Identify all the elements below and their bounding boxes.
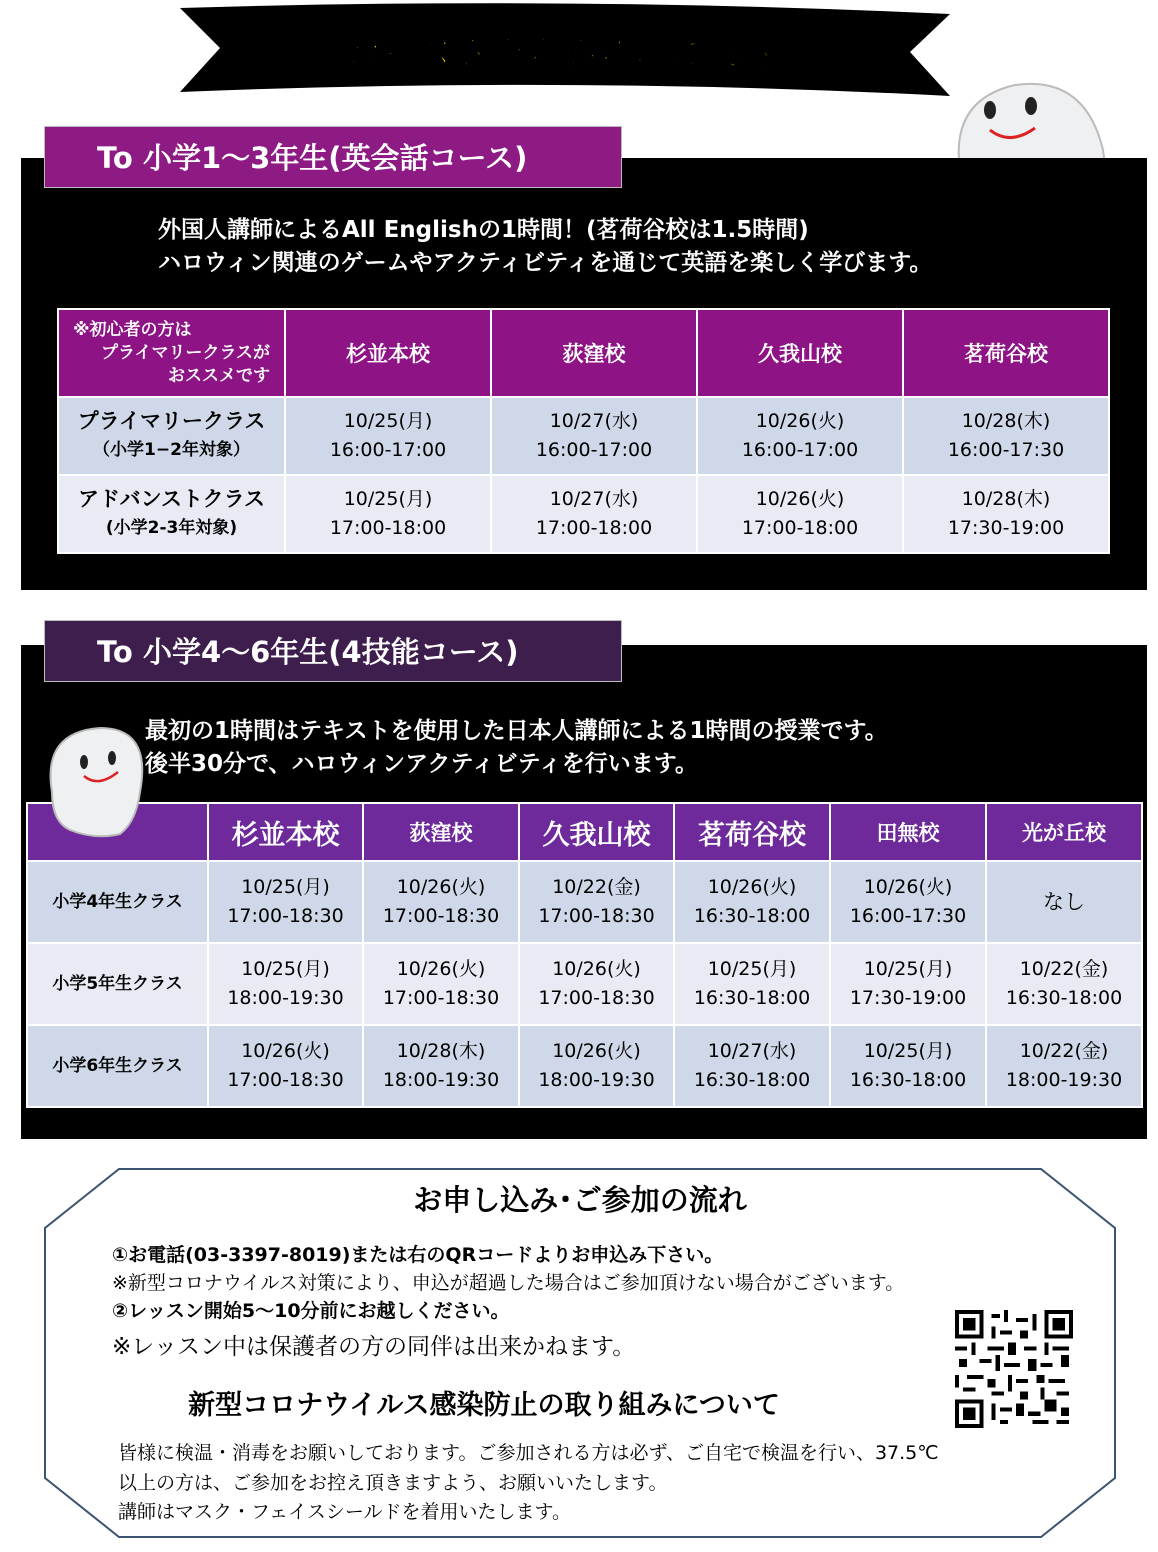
section2-schedule-table xyxy=(26,802,1143,1108)
apply-title: お申し込み･ご参加の流れ xyxy=(413,1183,747,1217)
beginner-note-line1: ※初心者の方は xyxy=(73,319,192,340)
schedule-cell: 10/26(火) 16:30-18:00 xyxy=(674,861,830,943)
column-header: 杉並本校 xyxy=(285,309,491,397)
schedule-cell: 10/26(火) 18:00-19:30 xyxy=(519,1025,674,1107)
row-header: 小学4年生クラス xyxy=(27,861,208,943)
schedule-cell: 10/25(月) 16:30-18:00 xyxy=(830,1025,986,1107)
class-target: （小学1−2年対象） xyxy=(93,440,250,460)
section2-lead-line1: 最初の1時間はテキストを使用した日本人講師による1時間の授業です。 xyxy=(145,718,888,744)
column-header: 荻窪校 xyxy=(363,803,519,861)
covid-line1: 皆様に検温・消毒をお願いしております。ご参加される方は必ず、ご自宅で検温を行い、37.5℃ xyxy=(118,1442,939,1464)
schedule-cell: 10/22(金) 18:00-19:30 xyxy=(986,1025,1142,1107)
schedule-cell: 10/26(火) 17:00-18:00 xyxy=(697,475,903,553)
row-header: 小学6年生クラス xyxy=(27,1025,208,1107)
schedule-cell: 10/25(月) 16:00-17:00 xyxy=(285,397,491,475)
section2-tab: To 小学4～6年生(4技能コース) xyxy=(44,620,622,682)
apply-line3: ②レッスン開始5～10分前にお越しください。 xyxy=(112,1300,510,1322)
column-header: 田無校 xyxy=(830,803,986,861)
covid-line3: 講師はマスク・フェイスシールドを着用いたします。 xyxy=(118,1501,571,1523)
apply-line4: ※レッスン中は保護者の方の同伴は出来かねます。 xyxy=(112,1334,636,1360)
row-header xyxy=(58,475,285,553)
schedule-cell: 10/25(月) 17:00-18:00 xyxy=(285,475,491,553)
schedule-cell: 10/26(火) 16:00-17:30 xyxy=(830,861,986,943)
schedule-cell: 10/27(水) 16:30-18:00 xyxy=(674,1025,830,1107)
section1-schedule-table xyxy=(57,308,1110,554)
banner-title: ～ゴーストたちからのご案内～ xyxy=(308,34,812,74)
schedule-cell: 10/26(火) 17:00-18:30 xyxy=(519,943,674,1025)
table-row xyxy=(27,943,1142,1025)
section1-lead-line2: ハロウィン関連のゲームやアクティビティを通じて英語を楽しく学びます。 xyxy=(158,250,933,276)
section2-lead xyxy=(145,715,1045,781)
apply-line1: ①お電話(03-3397-8019)または右のQRコードよりお申込み下さい。 xyxy=(112,1244,724,1266)
column-header: 茗荷谷校 xyxy=(903,309,1109,397)
schedule-cell: なし xyxy=(986,861,1142,943)
apply-line2: ※新型コロナウイルス対策により、申込が超過した場合はご参加頂けない場合がございます。 xyxy=(112,1272,905,1294)
section2-lead-line2: 後半30分で、ハロウィンアクティビティを行います。 xyxy=(145,751,698,777)
table-row xyxy=(58,397,1109,475)
row-header: 小学5年生クラス xyxy=(27,943,208,1025)
section1-lead-line1: 外国人講師によるAll Englishの1時間！(茗荷谷校は1.5時間) xyxy=(158,217,809,243)
column-header: 久我山校 xyxy=(697,309,903,397)
schedule-cell: 10/22(金) 16:30-18:00 xyxy=(986,943,1142,1025)
beginner-note xyxy=(58,309,285,397)
schedule-cell: 10/26(火) 17:00-18:30 xyxy=(363,943,519,1025)
schedule-cell: 10/26(火) 17:00-18:30 xyxy=(363,861,519,943)
schedule-cell: 10/27(水) 17:00-18:00 xyxy=(491,475,697,553)
beginner-note-line2: プライマリークラスが xyxy=(101,342,270,363)
column-header: 荻窪校 xyxy=(491,309,697,397)
class-name: プライマリークラス xyxy=(77,409,266,433)
ghost-icon xyxy=(40,722,150,840)
table-row xyxy=(27,861,1142,943)
schedule-cell: 10/28(木) 18:00-19:30 xyxy=(363,1025,519,1107)
schedule-cell: 10/28(木) 17:30-19:00 xyxy=(903,475,1109,553)
class-target: (小学2-3年対象) xyxy=(105,518,238,538)
section1-tab: To 小学1～3年生(英会話コース) xyxy=(44,126,622,188)
column-header: 杉並本校 xyxy=(208,803,363,861)
schedule-cell: 10/28(木) 16:00-17:30 xyxy=(903,397,1109,475)
schedule-cell: 10/26(火) 16:00-17:00 xyxy=(697,397,903,475)
row-header xyxy=(58,397,285,475)
table-row xyxy=(58,475,1109,553)
table-row xyxy=(27,1025,1142,1107)
class-name: アドバンストクラス xyxy=(78,487,265,511)
schedule-cell: 10/27(水) 16:00-17:00 xyxy=(491,397,697,475)
qr-code-icon[interactable] xyxy=(955,1310,1073,1428)
schedule-cell: 10/22(金) 17:00-18:30 xyxy=(519,861,674,943)
schedule-cell: 10/25(月) 18:00-19:30 xyxy=(208,943,363,1025)
section1-lead xyxy=(158,214,1058,280)
schedule-cell: 10/25(月) 17:00-18:30 xyxy=(208,861,363,943)
schedule-cell: 10/25(月) 16:30-18:00 xyxy=(674,943,830,1025)
covid-line2: 以上の方は、ご参加をお控え頂きますよう、お願いいたします。 xyxy=(118,1472,668,1494)
column-header: 久我山校 xyxy=(519,803,674,861)
schedule-cell: 10/25(月) 17:30-19:00 xyxy=(830,943,986,1025)
column-header: 茗荷谷校 xyxy=(674,803,830,861)
schedule-cell: 10/26(火) 17:00-18:30 xyxy=(208,1025,363,1107)
beginner-note-line3: おススメです xyxy=(168,365,270,386)
column-header: 光が丘校 xyxy=(986,803,1142,861)
covid-title: 新型コロナウイルス感染防止の取り組みについて xyxy=(188,1390,780,1421)
